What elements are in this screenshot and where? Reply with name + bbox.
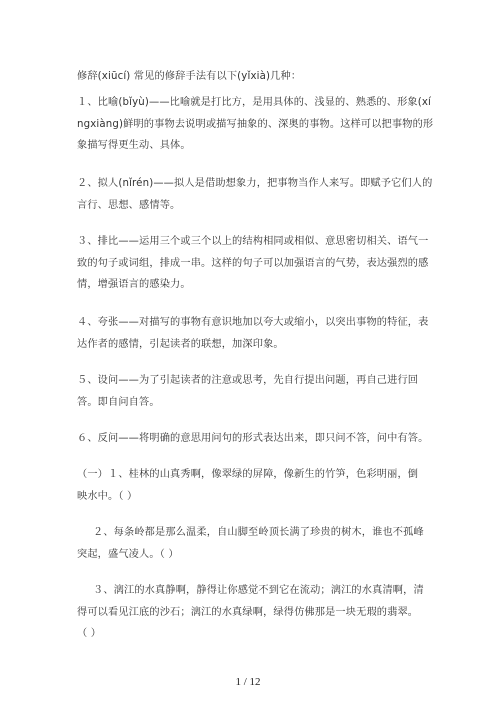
item-biyu-line-2: ngxiàng)鲜明的事物去说明或描写抽象的、深奥的事物。这样可以把事物的形 <box>77 118 434 130</box>
item-kuazhang <box>77 312 429 355</box>
item-biyu-line-1: １、比喻(bǐyù)——比喻就是打比方，是用具体的、浅显的、熟悉的、形象(xí <box>77 97 432 108</box>
item-biyu <box>77 92 434 157</box>
item-niren-line-1: ２、拟人(nǐrén)——拟人是借助想象力，把事物当作人来写。即赋予它们人的 <box>77 178 433 189</box>
item-kuazhang-line-1: ４、夸张——对描写的事物有意识地加以夸大或缩小，以突出事物的特征，表 <box>77 317 429 328</box>
item-paibi-line-3: 情，增强语言的感染力。 <box>77 279 191 290</box>
item-shewen-line-2: 答。即自问自答。 <box>77 396 160 408</box>
exercise-1-line-2: 映水中。（ ） <box>77 490 138 502</box>
intro-text: 修辞(xiūcí) 常见的修辞手法有以下(yǐxià)几种： <box>77 71 302 82</box>
exercise-2 <box>77 522 424 565</box>
page-number: 1 / 12 <box>235 676 261 688</box>
exercise-3-line-2: 得可以看见江底的沙石；漓江的水真绿啊，绿得仿佛那是一块无瑕的翡翠。 <box>77 606 419 618</box>
exercise-3-line-3: （ ） <box>77 628 102 639</box>
item-kuazhang-line-2: 达作者的感情，引起读者的联想，加深印象。 <box>77 338 284 350</box>
exercise-3 <box>77 580 424 645</box>
item-paibi-line-1: ３、排比——运用三个或三个以上的结构相同或相似、意思密切相关、语气一 <box>77 236 429 247</box>
exercise-1-line-1: （一）１、桂林的山真秀啊，像翠绿的屏障，像新生的竹笋，色彩明丽，倒 <box>77 469 419 480</box>
item-fanwen <box>77 428 429 450</box>
exercise-1 <box>77 464 419 507</box>
item-paibi <box>77 231 429 296</box>
item-niren <box>77 173 433 216</box>
item-niren-line-2: 言行、思想、感情等。 <box>77 199 181 211</box>
item-paibi-line-2: 致的句子或词组，排成一串。这样的句子可以加强语言的气势，表达强烈的感 <box>77 257 429 269</box>
item-fanwen-line-1: ６、反问——将明确的意思用问句的形式表达出来，即只问不答，问中有答。 <box>77 433 429 444</box>
item-biyu-line-3: 象描写得更生动、具体。 <box>77 140 191 151</box>
intro-line <box>77 66 419 88</box>
exercise-2-line-1: ２、每条岭都是那么温柔，自山脚至岭顶长满了珍贵的树木，谁也不孤峰 <box>93 527 424 538</box>
item-shewen-line-1: ５、设问——为了引起读者的注意或思考，先自行提出问题，再自己进行回 <box>77 375 419 386</box>
item-shewen <box>77 370 419 413</box>
exercise-3-line-1: ３、漓江的水真静啊，静得让你感觉不到它在流动；漓江的水真清啊，清 <box>93 585 424 596</box>
exercise-2-line-2: 突起，盛气凌人。（ ） <box>77 548 179 560</box>
